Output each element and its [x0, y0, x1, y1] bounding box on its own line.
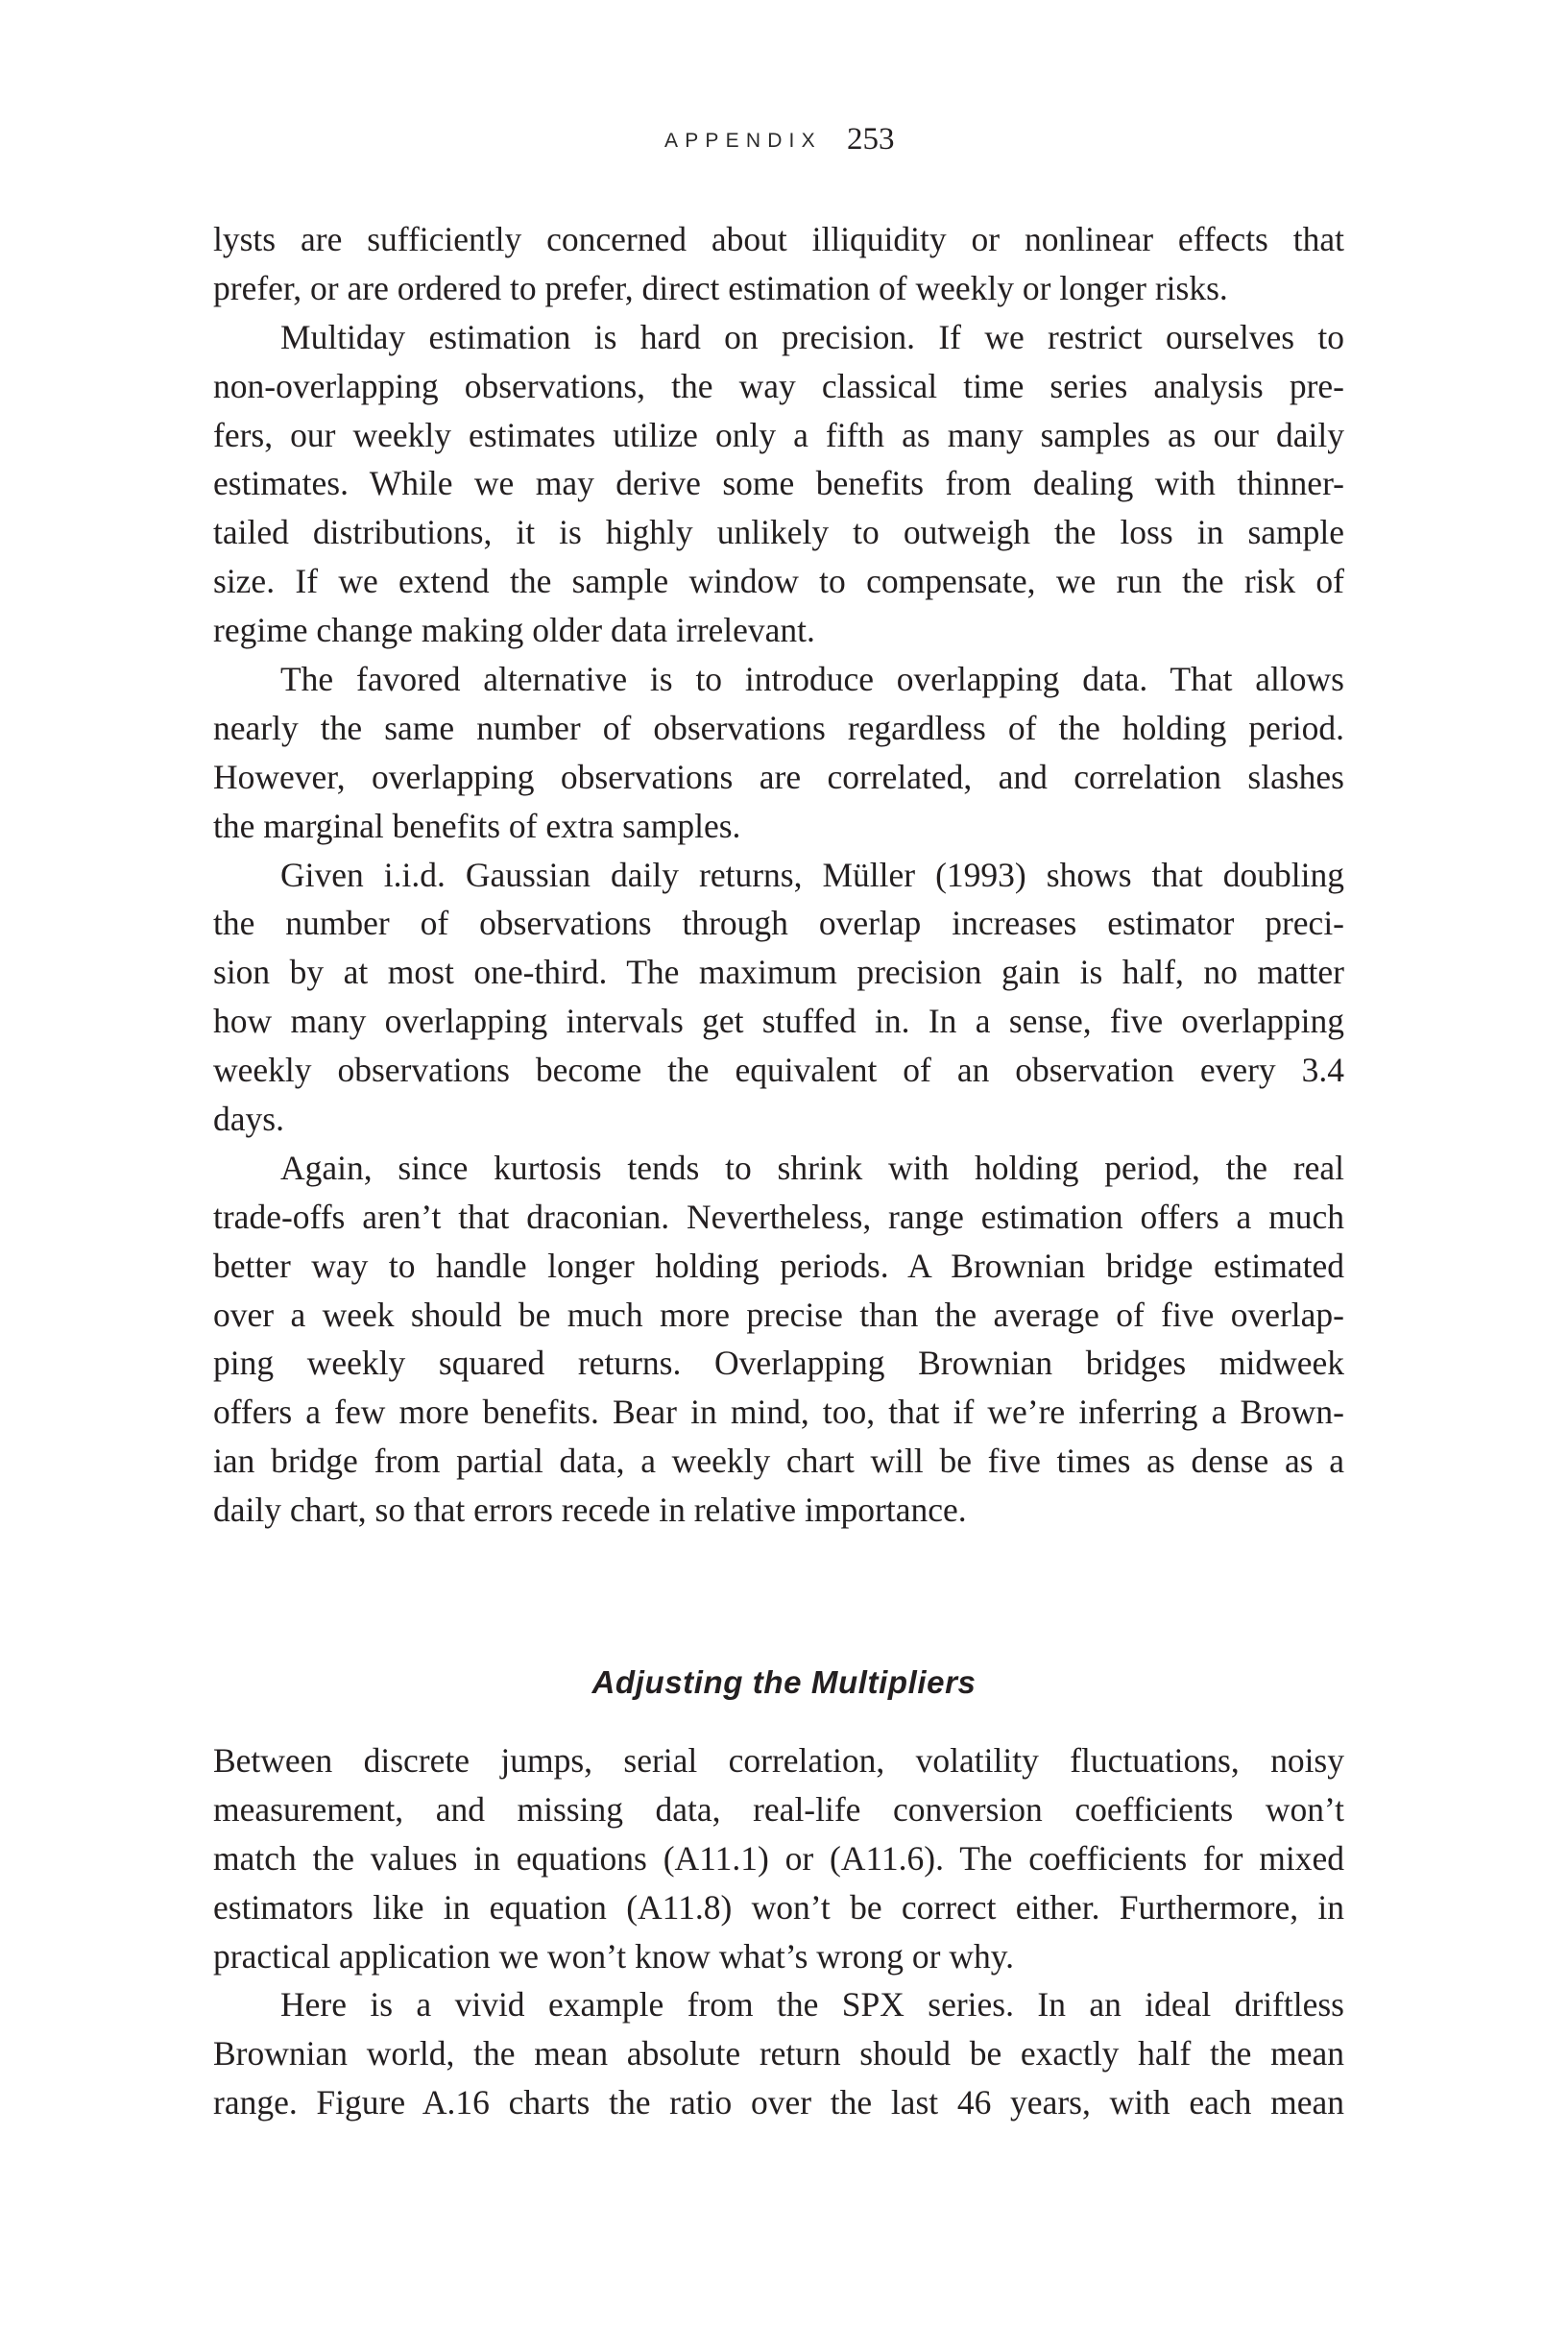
text-line: tailed distributions, it is highly unlikely to outweigh the loss in sample — [213, 513, 1344, 552]
paragraph — [213, 655, 1344, 851]
text-line: regime change making older data irrelevant. — [213, 611, 815, 650]
text-line: prefer, or are ordered to prefer, direct estimation of weekly or longer risks. — [213, 268, 1228, 307]
text-line: the number of observations through overlap increases estimator preci- — [213, 904, 1344, 943]
text-line: weekly observations become the equivalent of an observation every 3.4 — [213, 1051, 1344, 1090]
text-line: Here is a vivid example from the SPX series. In an ideal driftless — [280, 1985, 1344, 2025]
text-line: non-overlapping observations, the way classical time series analysis pre- — [213, 366, 1344, 405]
text-line: Brownian world, the mean absolute return should be exactly half the mean — [213, 2034, 1344, 2073]
text-line: estimates. While we may derive some benefits from dealing with thinner- — [213, 464, 1344, 503]
text-line: the marginal benefits of extra samples. — [213, 806, 741, 845]
text-line: days. — [213, 1100, 284, 1139]
text-line: Between discrete jumps, serial correlation, volatility fluctuations, noisy — [213, 1741, 1344, 1780]
text-line: Multiday estimation is hard on precision. If we restrict ourselves to — [280, 317, 1344, 356]
paragraph — [213, 215, 1344, 313]
text-line: fers, our weekly estimates utilize only a fifth as many samples as our daily — [213, 415, 1344, 454]
text-line: However, overlapping observations are correlated, and correlation slashes — [213, 757, 1344, 796]
text-line: offers a few more benefits. Bear in mind, too, that if we’re inferring a Brown- — [213, 1393, 1344, 1432]
paragraph — [213, 851, 1344, 1144]
text-line: how many overlapping intervals get stuffed in. In a sense, five overlapping — [213, 1002, 1344, 1041]
body-text-section-1 — [213, 215, 1344, 1535]
running-head-label: APPENDIX — [664, 130, 822, 152]
text-line: lysts are sufficiently concerned about illiquidity or nonlinear effects that — [213, 220, 1344, 258]
text-line: trade-offs aren’t that draconian. Nevertheless, range estimation offers a much — [213, 1197, 1344, 1236]
text-line: ian bridge from partial data, a weekly chart will be five times as dense as a — [213, 1442, 1344, 1481]
text-line: range. Figure A.16 charts the ratio over the last 46 years, with each mean — [213, 2083, 1344, 2122]
section-heading: Adjusting the Multipliers — [591, 1664, 977, 1701]
text-line: practical application we won’t know what’s wrong or why. — [213, 1936, 1015, 1976]
text-line: ping weekly squared returns. Overlapping Brownian bridges midweek — [213, 1344, 1344, 1383]
paragraph — [213, 1736, 1344, 1980]
paragraph — [213, 1980, 1344, 2127]
text-line: over a week should be much more precise than the average of five overlap- — [213, 1295, 1344, 1334]
text-line: daily chart, so that errors recede in relative importance. — [213, 1491, 967, 1530]
text-line: size. If we extend the sample window to compensate, we run the risk of — [213, 562, 1344, 601]
running-head — [0, 123, 1568, 161]
paragraph — [213, 1144, 1344, 1535]
body-text-section-2 — [213, 1736, 1344, 2127]
text-line: measurement, and missing data, real-life conversion coefficients won’t — [213, 1789, 1344, 1829]
text-line: Again, since kurtosis tends to shrink with holding period, the real — [280, 1148, 1344, 1187]
text-line: nearly the same number of observations regardless of the holding period. — [213, 708, 1344, 747]
text-line: The favored alternative is to introduce overlapping data. That allows — [280, 660, 1344, 699]
paragraph — [213, 313, 1344, 655]
text-line: Given i.i.d. Gaussian daily returns, Müller (1993) shows that doubling — [280, 855, 1344, 894]
text-line: better way to handle longer holding periods. A Brownian bridge estimated — [213, 1246, 1344, 1285]
text-line: estimators like in equation (A11.8) won’t be correct either. Furthermore, in — [213, 1887, 1344, 1927]
text-line: sion by at most one-third. The maximum precision gain is half, no matter — [213, 953, 1344, 992]
page-number: 253 — [847, 122, 895, 157]
text-line: match the values in equations (A11.1) or (A11.6). The coefficients for mixed — [213, 1838, 1344, 1878]
